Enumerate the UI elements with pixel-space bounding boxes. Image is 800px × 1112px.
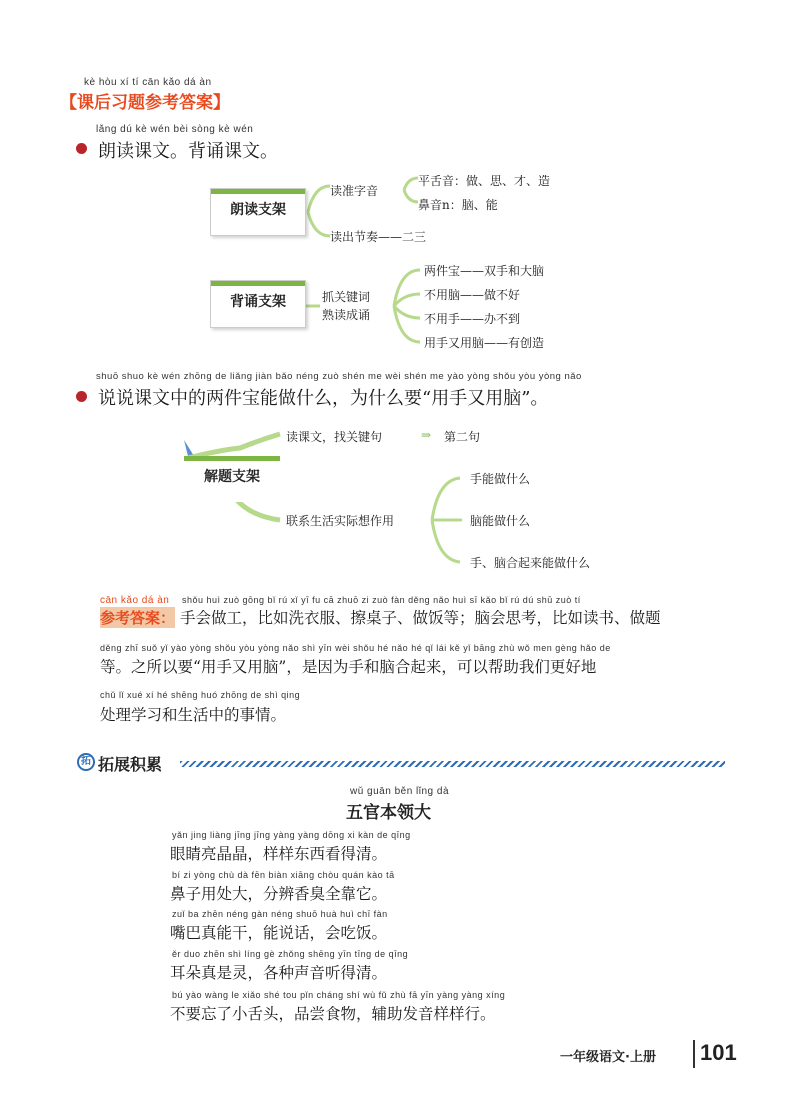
recite-mid-2: 熟读成诵: [322, 308, 371, 322]
solve-top-result: 第二句: [444, 430, 481, 444]
recite-frame-branches: [300, 260, 430, 350]
footer-divider: [693, 1040, 695, 1068]
q2-pinyin: shuō shuo kè wén zhōng de liǎng jiàn bǎo néng zuò shén me wèi shén me yào yòng shǒu yòu yòng nǎo: [96, 371, 582, 382]
recite-item-3: 不用手——办不到: [424, 312, 521, 326]
poem-title-pinyin: wǔ guān běn lǐng dà: [350, 786, 450, 797]
answer-line1-pinyin: shǒu huì zuò gōng bǐ rú xǐ yī fu cā zhuō zi zuò fàn děng nǎo huì sī kǎo bǐ rú dú shū zuò tí: [182, 595, 581, 605]
header-pinyin: kè hòu xí tí cān kǎo dá àn: [84, 77, 212, 88]
reading-frame-node: 朗读支架: [210, 188, 306, 236]
q1-text: 朗读课文。背诵课文。: [98, 141, 278, 162]
answer-label: 参考答案：: [100, 609, 176, 627]
recite-item-4: 用手又用脑——有创造: [424, 336, 545, 350]
reading-branch-1a: 平舌音：做、思、才、造: [418, 174, 551, 188]
bullet-icon: [76, 391, 87, 402]
solve-arrow: ⇒: [421, 428, 432, 442]
q1-pinyin: lǎng dú kè wén bèi sòng kè wén: [96, 124, 254, 135]
poem-title: 五官本领大: [346, 803, 431, 823]
recite-item-2: 不用脑——做不好: [424, 288, 521, 302]
poem-line-1-pinyin: yǎn jing liàng jīng jīng yàng yàng dōng xi kàn de qīng: [172, 830, 411, 840]
poem-line-3: 嘴巴真能干，能说话，会吃饭。: [170, 924, 388, 942]
footer-book: 一年级语文·上册: [560, 1050, 656, 1065]
solve-frame-node: 解题支架: [184, 456, 280, 502]
recite-item-1: 两件宝——双手和大脑: [424, 264, 545, 278]
solve-item-2: 脑能做什么: [470, 514, 531, 528]
poem-line-1: 眼睛亮晶晶，样样东西看得清。: [170, 845, 388, 863]
section-divider: [180, 761, 725, 767]
extension-title: 拓展积累: [98, 755, 163, 774]
solve-item-3: 手、脑合起来能做什么: [470, 556, 591, 570]
reading-branch-1: 读准字音: [330, 184, 379, 198]
recite-frame-node: 背诵支架: [210, 280, 306, 328]
poem-line-5-pinyin: bú yào wàng le xiǎo shé tou pǐn cháng shí wù fǔ zhù fā yīn yàng yàng xíng: [172, 990, 506, 1000]
reading-branch-2: 读出节奏——二三: [330, 230, 427, 244]
answer-line3-pinyin: chǔ lǐ xué xí hé shēng huó zhōng de shì qing: [100, 690, 301, 700]
answer-line2-pinyin: děng zhī suǒ yǐ yào yòng shǒu yòu yòng nǎo shì yīn wèi shǒu hé nǎo hé qǐ lái kě yǐ bāng zhù wǒ men gèng hǎo de: [100, 643, 611, 653]
poem-line-4: 耳朵真是灵，各种声音听得清。: [170, 964, 388, 982]
reading-branch-1b: 鼻音n：脑、能: [418, 198, 498, 212]
extension-icon: 拓: [77, 753, 95, 771]
page-number: 101: [700, 1040, 737, 1065]
poem-line-2: 鼻子用处大，分辨香臭全靠它。: [170, 885, 388, 903]
solve-item-1: 手能做什么: [470, 472, 531, 486]
recite-mid-1: 抓关键词: [322, 290, 371, 304]
answer-label-pinyin: cān kǎo dá àn: [100, 595, 170, 606]
page-title: 【课后习题参考答案】: [60, 93, 230, 113]
poem-line-2-pinyin: bí zi yòng chù dà fēn biàn xiāng chòu quán kào tā: [172, 870, 395, 880]
answer-line3: 处理学习和生活中的事情。: [100, 706, 287, 724]
answer-line1: 手会做工，比如洗衣服、擦桌子、做饭等；脑会思考，比如读书、做题: [180, 609, 661, 627]
bullet-icon: [76, 143, 87, 154]
poem-line-4-pinyin: ěr duo zhēn shì líng gè zhǒng shēng yīn tīng de qīng: [172, 949, 409, 959]
answer-line2: 等。之所以要“用手又用脑”，是因为手和脑合起来，可以帮助我们更好地: [100, 658, 597, 676]
poem-line-5: 不要忘了小舌头，品尝食物，辅助发音样样行。: [170, 1005, 496, 1023]
solve-top: 读课文，找关键句: [286, 430, 383, 444]
solve-bottom: 联系生活实际想作用: [286, 514, 395, 528]
q2-text: 说说课文中的两件宝能做什么，为什么要“用手又用脑”。: [98, 388, 549, 409]
poem-line-3-pinyin: zuǐ ba zhēn néng gàn néng shuō huà huì chī fàn: [172, 909, 388, 919]
